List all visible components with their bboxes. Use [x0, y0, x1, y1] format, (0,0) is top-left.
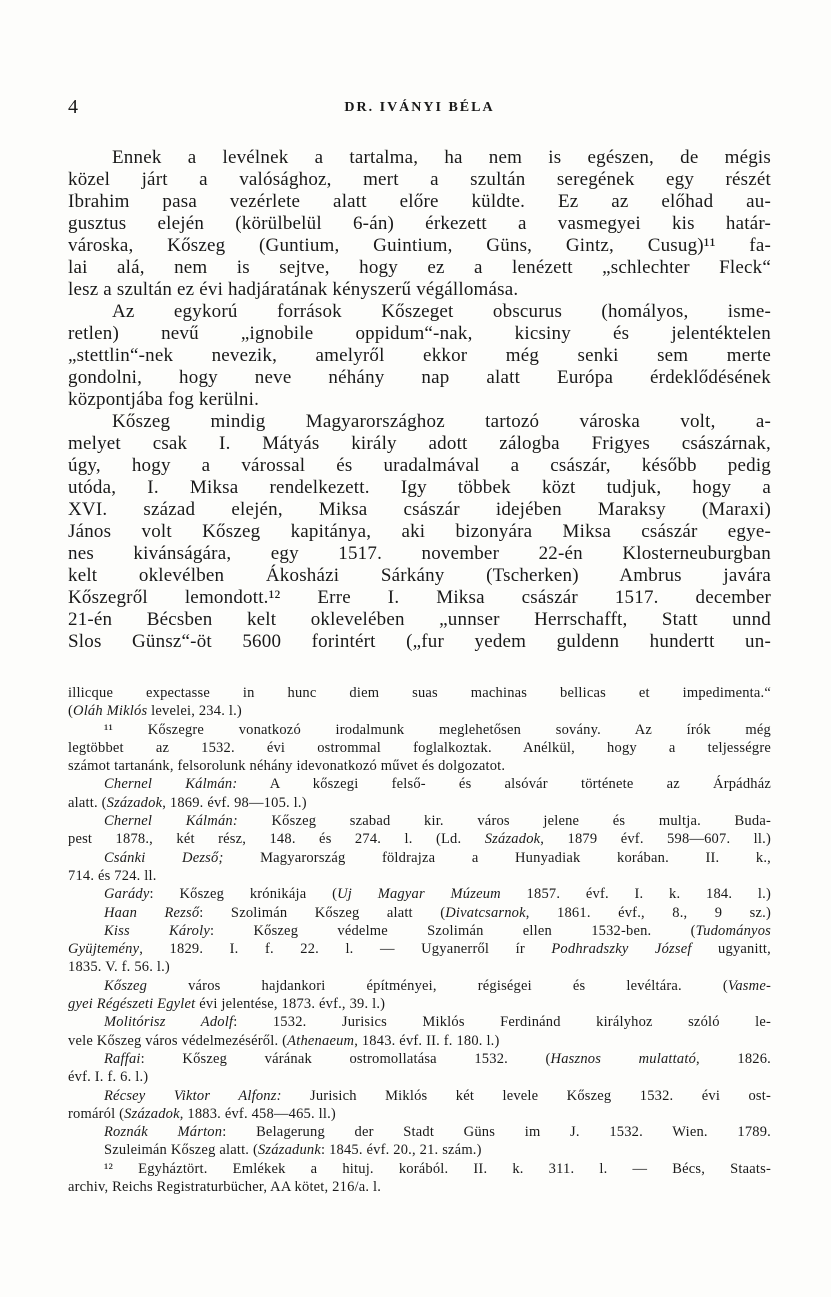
footnote-line: számot tartanánk, felsorolunk néhány idevonatkozó művet és dolgozatot. — [68, 758, 506, 775]
text-line: retlen) nevű „ignobile oppidum“-nak, kicsiny és jelentéktelen — [68, 323, 771, 344]
text-line: kelt oklevélben Ákosházi Sárkány (Tscherken) Ambrus javára — [68, 565, 771, 586]
footnote-line: legtöbbet az 1532. évi ostrommal foglalkoztak. Anélkül, hogy a teljességre — [68, 739, 771, 756]
text-line: úgy, hogy a várossal és uradalmával a császár, később pedig — [68, 455, 771, 476]
footnote-line: Szuleimán Kőszeg alatt. (Századunk: 1845. évf. 20., 21. szám.) — [104, 1142, 482, 1159]
text-line: Kőszeg mindig Magyarországhoz tartozó városka volt, a- — [112, 411, 771, 432]
text-line: melyet csak I. Mátyás király adott zálogba Frigyes császárnak, — [68, 433, 771, 454]
footnote-line: archiv, Reichs Registraturbücher, AA kötet, 216/a. l. — [68, 1179, 382, 1196]
text-line: központjába fog kerülni. — [68, 389, 260, 410]
text-line: János volt Kőszeg kapitánya, aki bizonyára Miksa császár egye- — [68, 521, 771, 542]
text-line: Ennek a levélnek a tartalma, ha nem is egészen, de mégis — [112, 147, 771, 168]
footnote-line: 1835. V. f. 56. l.) — [68, 959, 170, 976]
text-line: 21-én Bécsben kelt oklevelében „unnser Herrschafft, Statt unnd — [68, 609, 771, 630]
paragraph — [68, 301, 771, 411]
page-number: 4 — [68, 96, 78, 118]
footnote-line: (Oláh Miklós levelei, 234. l.) — [68, 703, 242, 720]
text-line: gusztus elején (körülbelül 6-án) érkezett a vasmegyei kis határ- — [68, 213, 771, 234]
paragraph — [68, 411, 771, 653]
body-text — [68, 147, 771, 653]
footnote-line: ¹² Egyháztört. Emlékek a hituj. korából. II. k. 311. l. — Bécs, Staats- — [104, 1160, 771, 1177]
footnote-line: Roznák Márton: Belagerung der Stadt Güns im J. 1532. Wien. 1789. — [104, 1124, 771, 1141]
footnote-line: Gyüjtemény, 1829. I. f. 22. l. — Ugyanerről ír Podhradszky József ugyanitt, — [68, 941, 771, 958]
text-line: lai alá, nem is sejtve, hogy ez a lenézett „schlechter Fleck“ — [68, 257, 771, 278]
text-line: gondolni, hogy neve néhány nap alatt Európa érdeklődésének — [68, 367, 771, 388]
footnote-line: Récsey Viktor Alfonz: Jurisich Miklós két levele Kőszeg 1532. évi ost- — [104, 1087, 772, 1104]
footnote-line: Kőszeg város hajdankori építményei, régiségei és levéltára. (Vasme- — [104, 977, 771, 994]
footnote-line: illicque expectasse in hunc diem suas machinas bellicas et impedimenta.“ — [68, 685, 771, 701]
text-line: lesz a szultán ez évi hadjáratának kényszerű végállomása. — [68, 279, 519, 300]
footnote-line: vele Kőszeg város védelmezéséről. (Athenaeum, 1843. évf. II. f. 180. l.) — [68, 1032, 500, 1049]
text-line: nes kivánságára, egy 1517. november 22-én Klosterneuburgban — [68, 543, 771, 564]
footnote-line: Garády: Kőszeg krónikája (Uj Magyar Múzeum 1857. évf. I. k. 184. l.) — [104, 886, 771, 903]
text-line: városka, Kőszeg (Guntium, Guintium, Güns, Gintz, Cusug)¹¹ fa- — [68, 235, 771, 256]
text-line: XVI. század elején, Miksa császár idejében Maraksy (Maraxi) — [68, 499, 771, 520]
footnote-line: Chernel Kálmán: A kőszegi felső- és alsóvár története az Árpádház — [104, 776, 771, 793]
text-line: „stettlin“-nek nevezik, amelyről ekkor még senki sem merte — [68, 345, 771, 366]
text-line: Ibrahim pasa vezérlete alatt előre küldte. Ez az előhad au- — [68, 191, 771, 212]
footnotes — [68, 684, 771, 1196]
footnote-line: Raffai: Kőszeg várának ostromollatása 1532. (Hasznos mulattató, 1826. — [104, 1050, 771, 1067]
footnote-line: ¹¹ Kőszegre vonatkozó irodalmunk meglehetősen sovány. Az írók még — [104, 721, 771, 738]
text-line: Az egykorú források Kőszeget obscurus (homályos, isme- — [112, 301, 771, 322]
footnote-line: 714. és 724. ll. — [68, 867, 157, 884]
paragraph — [68, 147, 771, 301]
footnote-line: pest 1878., két rész, 148. és 274. l. (Ld. Századok, 1879 évf. 598—607. ll.) — [68, 831, 771, 848]
text-line: Slos Günsz“-öt 5600 forintért („fur yedem guldenn hundertt un- — [68, 631, 771, 652]
footnote-line: Csánki Dezső; Magyarország földrajza a Hunyadiak korában. II. k., — [104, 849, 771, 866]
text-line: utóda, I. Miksa rendelkezett. Igy többek közt tudjuk, hogy a — [68, 477, 771, 498]
footnote-line: romáról (Századok, 1883. évf. 458—465. ll.) — [68, 1105, 336, 1122]
text-line: Kőszegről lemondott.¹² Erre I. Miksa császár 1517. december — [68, 587, 771, 608]
footnote-line: Haan Rezső: Szolimán Kőszeg alatt (Divatcsarnok, 1861. évf., 8., 9 sz.) — [104, 904, 771, 921]
text-line: közel járt a valósághoz, mert a szultán seregének egy részét — [68, 169, 771, 190]
footnote-line: Kiss Károly: Kőszeg védelme Szolimán ellen 1532-ben. (Tudományos — [104, 922, 771, 939]
footnote-line: alatt. (Századok, 1869. évf. 98—105. l.) — [68, 794, 307, 811]
footnote-line: Molitórisz Adolf: 1532. Jurisics Miklós Ferdinánd királyhoz szóló le- — [104, 1014, 772, 1031]
footnote-line: Chernel Kálmán: Kőszeg szabad kir. város jelene és multja. Buda- — [104, 813, 771, 830]
footnote-line: gyei Régészeti Egylet évi jelentése, 1873. évf., 39. l.) — [68, 996, 386, 1013]
footnote-line: évf. I. f. 6. l.) — [68, 1069, 149, 1086]
running-header: DR. IVÁNYI BÉLA — [344, 100, 495, 115]
